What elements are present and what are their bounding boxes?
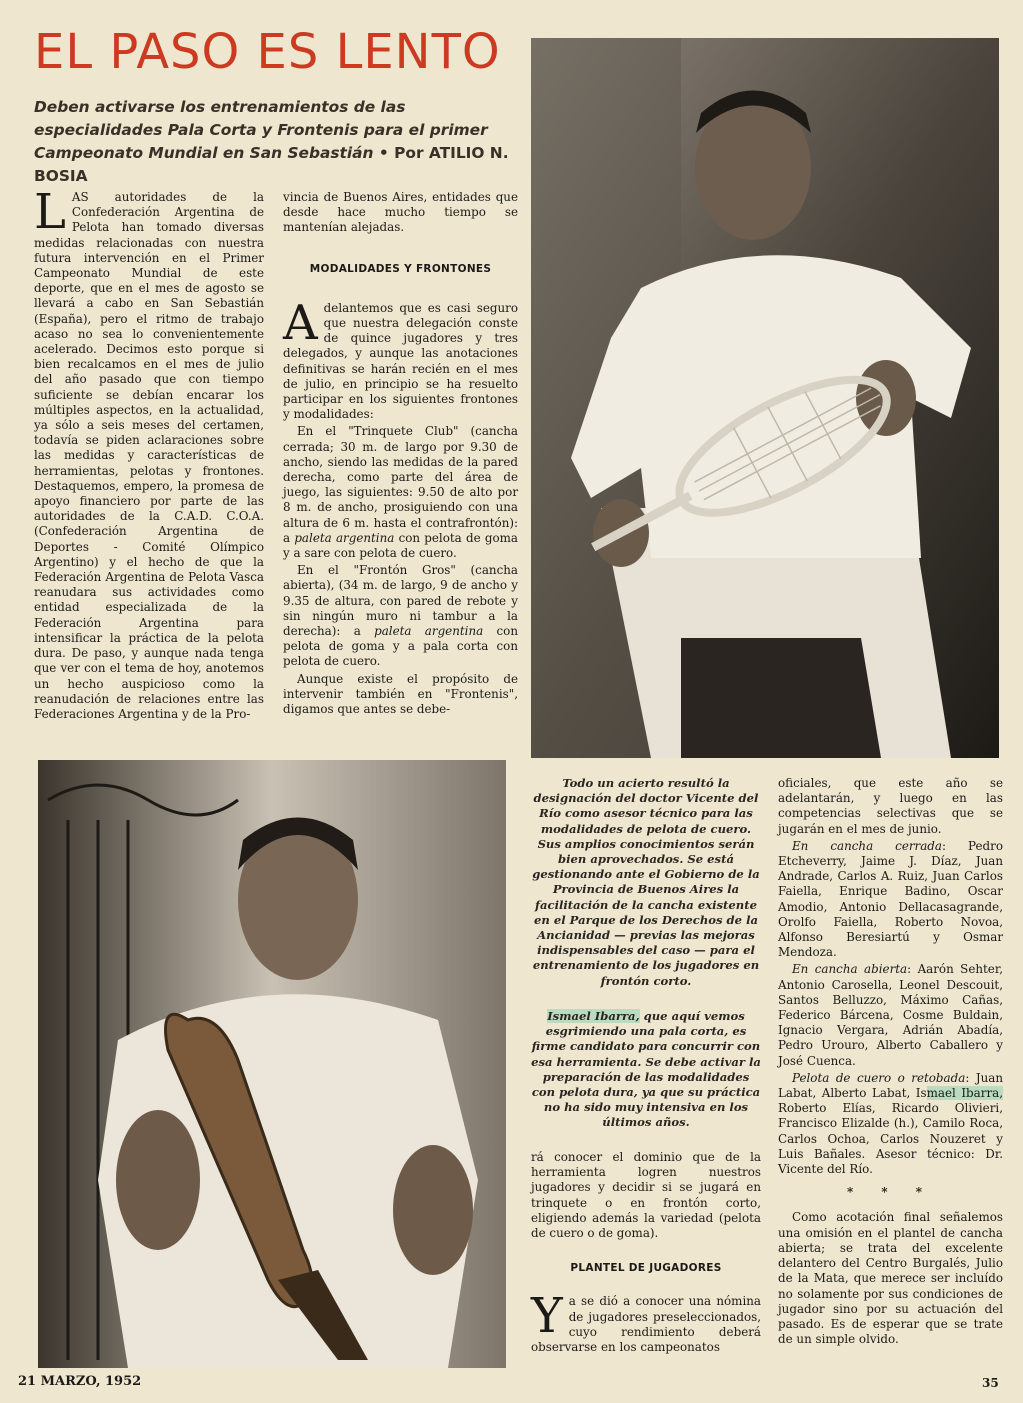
subheading-modalidades: MODALIDADES Y FRONTONES	[309, 262, 492, 275]
paragraph	[778, 839, 1003, 961]
deck-separator: •	[378, 144, 389, 162]
highlighted-name: Ismael Ibarra,	[547, 1009, 640, 1023]
caption-vicente-del-rio	[531, 776, 761, 989]
paragraph-text: delantemos que es casi seguro que nuestra delegación conste de quince jugadores y tres delegados, y aunque las anotaciones definitivas se harán recién en el mes de julio, en principio se ha resuelto participar en los siguientes frontones y modalidades:	[283, 300, 518, 422]
headline: EL PASO ES LENTO	[34, 24, 501, 80]
text-run: : Pedro Etcheverry, Jaime J. Díaz, Juan Andrade, Carlos A. Ruiz, Juan Carlos Faiella, Enrique Badino, Oscar Amodio, Antonio Dellacasagrande, Orolfo Faiella, Roberto Novoa, Alfonso Beresiartú y Osmar Mendoza.	[778, 838, 1003, 960]
paragraph-text: a se dió a conocer una nómina de jugadores preseleccionados, cuyo rendimiento deberá observarse en los campeonatos	[531, 1294, 761, 1355]
text-run: : Aarón Sehter, Antonio Carosella, Leonel Descouit, Santos Belluzzo, Máximo Cañas, Federico Bárcena, Cosme Buldain, Ignacio Vergara, Adrián Abadía, Pedro Urouro, Alberto Caballero y José Cuenca.	[778, 962, 1003, 1068]
caption-text	[531, 1009, 761, 1131]
photo-ismael-ibarra	[38, 760, 506, 1368]
paragraph	[531, 1288, 761, 1355]
paragraph	[283, 563, 518, 669]
category-label: En cancha cerrada	[792, 838, 943, 853]
paragraph-text: AS autoridades de la Confederación Argentina de Pelota han tomado diversas medidas relacionadas con nuestra futura intervención en el Primer Campeonato Mundial de este deporte, que en el mes de agosto se llevará a cabo en San Sebastián (España), pero el ritmo de trabajo acaso no sea lo convenientemente acelerado. Decimos esto porque si bien recalcamos en el mes de julio del año pasado que con tiempo suficiente se debían encarar los múltiples aspectos, en la actualidad, ya sólo a seis meses del certamen, todavía se piden aclaraciones sobre las medidas y características de herramientas, pelotas y frontones. Destaquemos, empero, la promesa de apoyo financiero por parte de las autoridades de la C.A.D. C.O.A. (Confederación Argentina de Deportes - Comité Olímpico Argentino) y el hecho de que la Federación Argentina de Pelota Vasca reanudara sus actividades como entidad especializada de la Federación Argentina para intensificar la práctica de la pelota dura. De paso, y aunque nada tenga que ver con el tema de hoy, anotemos un hecho auspicioso como la reanudación de relaciones entre las Federaciones Argentina y de la Pro-	[34, 190, 264, 721]
paragraph	[283, 424, 518, 561]
paragraph: oficiales, que este año se adelantarán, y luego en las competencias selectivas que se jugarán en el mes de junio.	[778, 776, 1003, 836]
drop-cap: A	[283, 294, 318, 351]
paragraph: Como acotación final señalemos una omisión en el plantel de cancha abierta; se trata del excelente delantero del Centro Burgalés, Julio de la Mata, que merece ser incluído no solamente por sus condiciones de jugador sino por su actuación del pasado. Es de esperar que se trate de un simple olvido.	[778, 1210, 1003, 1347]
text-run: Roberto Elías, Ricardo Olivieri, Francisco Elizalde (h.), Camilo Roca, Carlos Ochoa, Carlos Nouzeret y Luis Bañales. Asesor técnico: Dr. Vicente del Río.	[778, 1101, 1003, 1177]
subheading-plantel: PLANTEL DE JUGADORES	[570, 1262, 722, 1275]
paragraph: rá conocer el dominio que de la herramienta logren nuestros jugadores y decidir si se jugará en trinquete o en frontón corto, eligiendo además la variedad (pelota de cuero o de goma).	[531, 1150, 761, 1241]
photo-illustration	[531, 38, 999, 758]
text-run: con pelota de goma y a pala corta con pelota de cuero.	[283, 624, 518, 669]
page-number: 35	[982, 1376, 999, 1390]
emphasis: paleta argentina	[374, 624, 484, 639]
text-run: En el "Frontón Gros" (cancha abierta), (34 m. de largo, 9 de ancho y 9.35 de altura, con pared de rebote y sin ningún muro ni tambur a la derecha): a	[283, 563, 518, 639]
drop-cap: Y	[531, 1288, 563, 1345]
emphasis: paleta argentina	[294, 530, 395, 545]
article-column-3	[531, 1150, 761, 1357]
text-run: con pelota de goma y a sare con pelota de cuero.	[283, 530, 518, 561]
caption-text: Todo un acierto resultó la designación del doctor Vicente del Río como asesor técnico para las modalidades de pelota de cuero. Sus amplios conocimientos serán bien aprovechados. Se está gestionando ante el Gobierno de la Provincia de Buenos Aires la facilitación de la cancha existente en el Parque de los Derechos de la Ancianidad — previas las mejoras indispensables del caso — para el entrenamiento de los jugadores en frontón corto.	[532, 776, 760, 988]
paragraph: vincia de Buenos Aires, entidades que desde hace mucho tiempo se mantenían alejadas.	[283, 190, 518, 235]
category-label: En cancha abierta	[792, 962, 908, 977]
deck	[34, 96, 516, 188]
byline: Por ATILIO N. BOSIA	[34, 144, 509, 185]
photo-illustration	[38, 760, 506, 1368]
paragraph	[778, 1071, 1003, 1177]
article-column-1	[34, 184, 264, 724]
paragraph	[34, 184, 264, 722]
text-run: que aquí vemos esgrimiendo una pala corta, es firme candidato para concurrir con esa herramienta. Se debe activar la preparación de las modalidades con pelota dura, ya que su práctica no ha sido muy intensiva en los últimos años.	[531, 1009, 761, 1130]
photo-vicente-del-rio	[531, 38, 999, 758]
text-run: : Juan Labat, Alberto Labat, Is	[778, 1070, 1003, 1101]
deck-text: Deben activarse los entrenamientos de las especialidades Pala Corta y Frontenis para el primer Campeonato Mundial en San Sebastián	[34, 98, 488, 162]
text-run: En el "Trinquete Club" (cancha cerrada; 30 m. de largo por 9.30 de ancho, siendo las medidas de la pared derecha, como parte del área de juego, las siguientes: 9.50 de alto por 8 m. de ancho, prosiguiendo con una altura de 6 m. hasta el contrafrontón): a	[283, 424, 518, 545]
caption-ismael-ibarra	[531, 1009, 761, 1131]
paragraph	[283, 294, 518, 423]
article-column-2	[283, 190, 518, 719]
article-column-4	[778, 776, 1003, 1349]
section-divider: * * *	[847, 1185, 934, 1200]
highlighted-name: mael Ibarra,	[926, 1086, 1003, 1101]
issue-date: 21 MARZO, 1952	[18, 1374, 142, 1389]
category-label: Pelota de cuero o retobada	[792, 1070, 966, 1085]
drop-cap: L	[34, 184, 66, 240]
paragraph: Aunque existe el propósito de intervenir también en "Frontenis", digamos que antes se debe-	[283, 671, 518, 717]
paragraph	[778, 962, 1003, 1068]
